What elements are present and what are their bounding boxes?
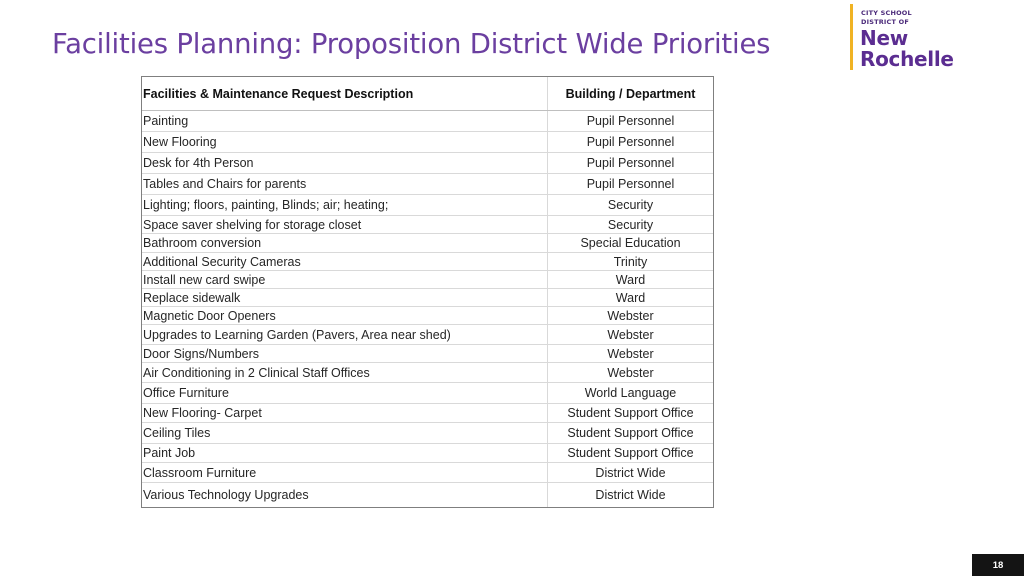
page-number: 18 <box>972 554 1024 576</box>
building-department: Webster <box>607 327 654 342</box>
request-description: Paint Job <box>142 444 548 462</box>
table-row <box>142 444 713 463</box>
building-department: Special Education <box>580 236 681 250</box>
table-row <box>142 307 713 325</box>
building-department: Pupil Personnel <box>586 135 675 149</box>
building-department: Pupil Personnel <box>586 156 675 170</box>
building-department: Student Support Office <box>567 426 694 440</box>
logo-accent-bar <box>850 4 853 70</box>
building-department: Webster <box>607 365 654 380</box>
building-department: Student Support Office <box>567 406 694 420</box>
building-department: Webster <box>607 308 654 323</box>
logo-line-district-of: DISTRICT OF <box>861 18 909 26</box>
request-description: Replace sidewalk <box>142 289 548 306</box>
building-department: Webster <box>607 346 654 361</box>
request-description: Lighting; floors, painting, Blinds; air; heating; <box>142 195 548 215</box>
logo-line-rochelle: Rochelle <box>860 47 954 71</box>
logo-line-new: New <box>860 26 908 50</box>
table-row <box>142 383 713 404</box>
header-description: Facilities & Maintenance Request Description <box>142 77 548 110</box>
request-description: Door Signs/Numbers <box>142 345 548 362</box>
table-row <box>142 463 713 483</box>
request-description: Painting <box>142 111 548 131</box>
table-row <box>142 271 713 289</box>
district-logo <box>850 4 990 70</box>
table-row <box>142 423 713 444</box>
building-department: Ward <box>615 290 646 305</box>
request-description: Bathroom conversion <box>142 234 548 252</box>
header-building: Building / Department <box>565 86 696 101</box>
table-row <box>142 253 713 271</box>
table-row <box>142 153 713 174</box>
building-department: Pupil Personnel <box>586 114 675 128</box>
building-department: Security <box>607 198 654 212</box>
request-description: Classroom Furniture <box>142 463 548 482</box>
table-row <box>142 345 713 363</box>
table-row <box>142 325 713 345</box>
requests-table <box>141 76 714 508</box>
table-row <box>142 216 713 234</box>
building-department: World Language <box>584 386 677 400</box>
table-row <box>142 111 713 132</box>
request-description: New Flooring- Carpet <box>142 404 548 422</box>
logo-line-city-school: CITY SCHOOL <box>861 9 912 17</box>
request-description: Air Conditioning in 2 Clinical Staff Offices <box>142 363 548 382</box>
table-header-row <box>142 77 713 111</box>
table-row <box>142 483 713 507</box>
building-department: Security <box>607 217 654 232</box>
request-description: Install new card swipe <box>142 271 548 288</box>
request-description: Desk for 4th Person <box>142 153 548 173</box>
building-department: District Wide <box>595 488 666 502</box>
table-row <box>142 363 713 383</box>
table-row <box>142 132 713 153</box>
building-department: Pupil Personnel <box>586 177 675 191</box>
request-description: Various Technology Upgrades <box>142 483 548 507</box>
request-description: Ceiling Tiles <box>142 423 548 443</box>
request-description: Space saver shelving for storage closet <box>142 216 548 233</box>
request-description: Office Furniture <box>142 383 548 403</box>
request-description: Magnetic Door Openers <box>142 307 548 324</box>
building-department: Ward <box>615 272 646 287</box>
building-department: Trinity <box>613 254 648 269</box>
request-description: Tables and Chairs for parents <box>142 174 548 194</box>
request-description: Additional Security Cameras <box>142 253 548 270</box>
slide-title: Facilities Planning: Proposition District Wide Priorities <box>52 28 771 60</box>
building-department: Student Support Office <box>567 446 694 460</box>
request-description: New Flooring <box>142 132 548 152</box>
table-row <box>142 404 713 423</box>
building-department: District Wide <box>595 465 666 480</box>
table-row <box>142 234 713 253</box>
table-row <box>142 289 713 307</box>
table-row <box>142 195 713 216</box>
request-description: Upgrades to Learning Garden (Pavers, Area near shed) <box>142 325 548 344</box>
table-row <box>142 174 713 195</box>
